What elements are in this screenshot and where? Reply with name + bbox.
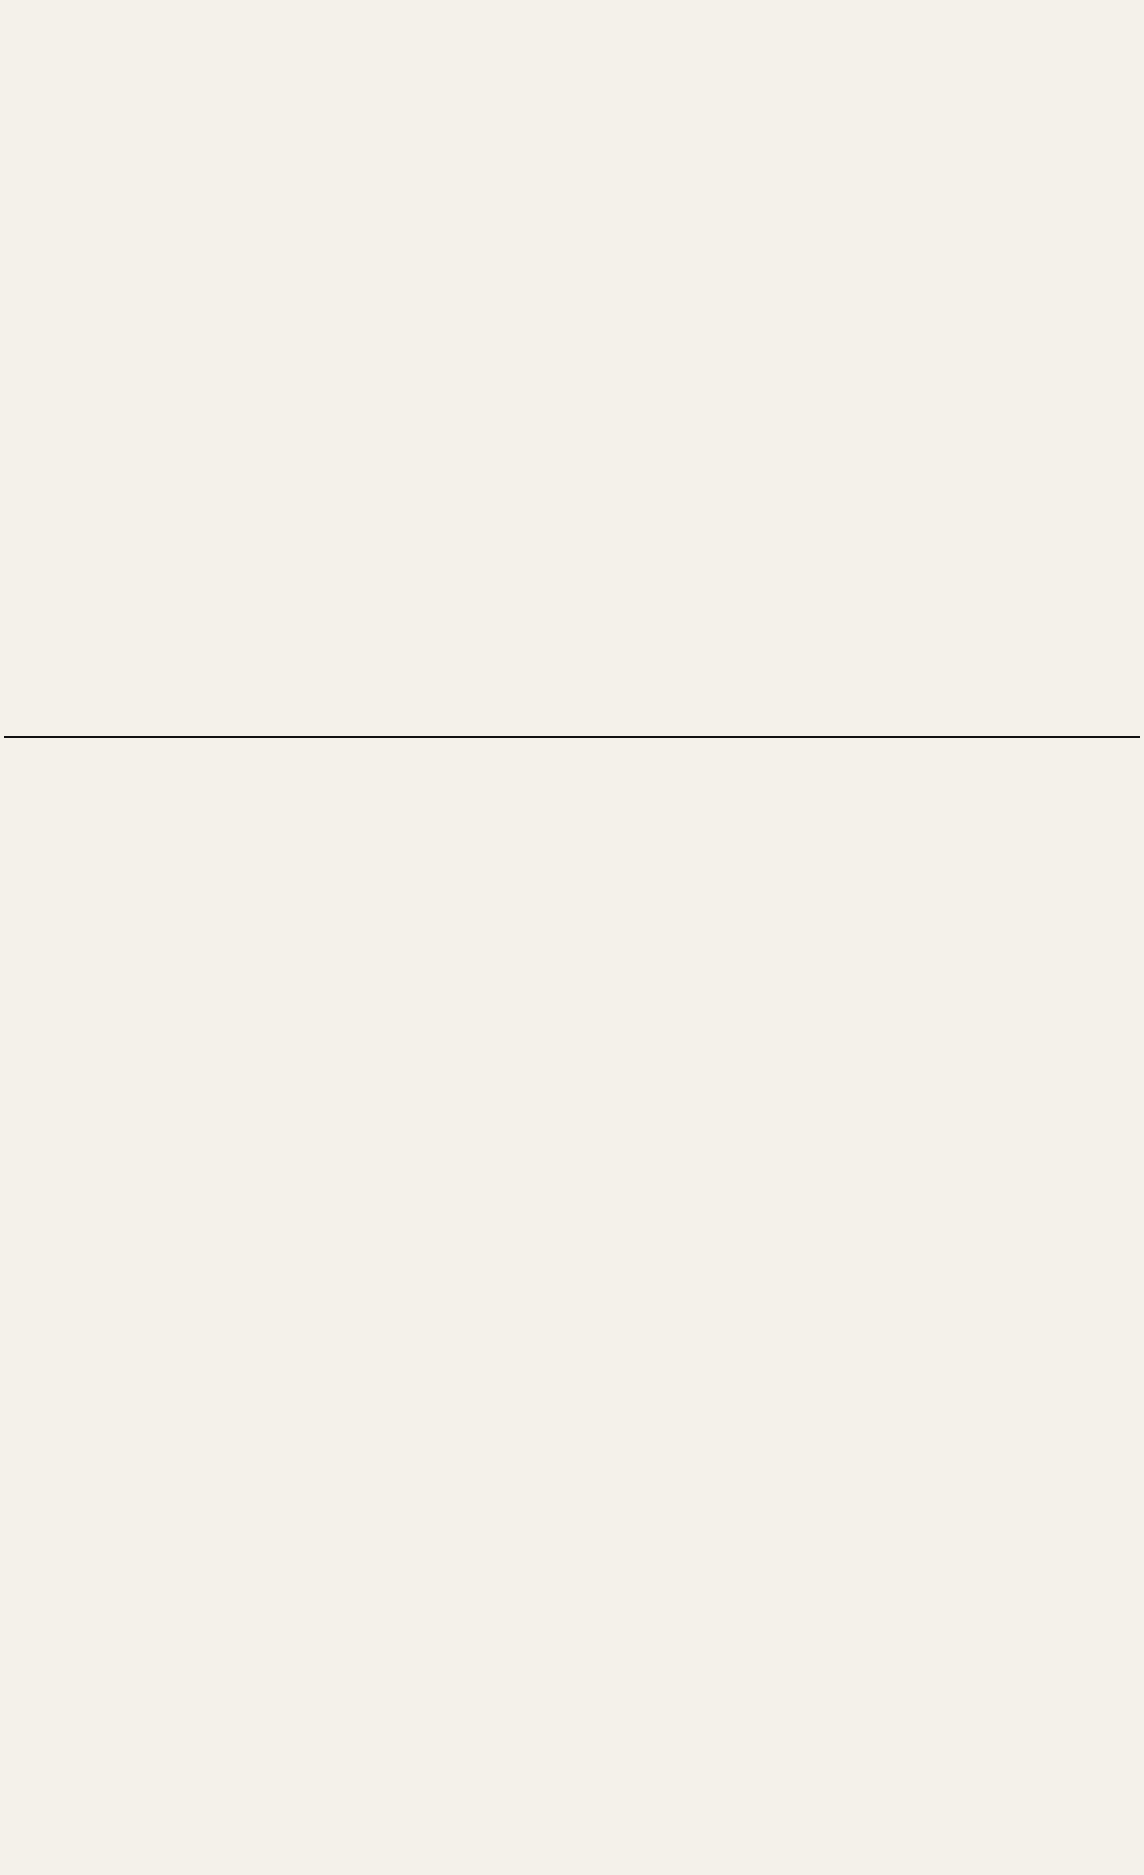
guide-banner <box>4 648 1140 728</box>
classified-columns <box>4 30 1140 640</box>
service-guide-columns <box>4 736 1140 1867</box>
